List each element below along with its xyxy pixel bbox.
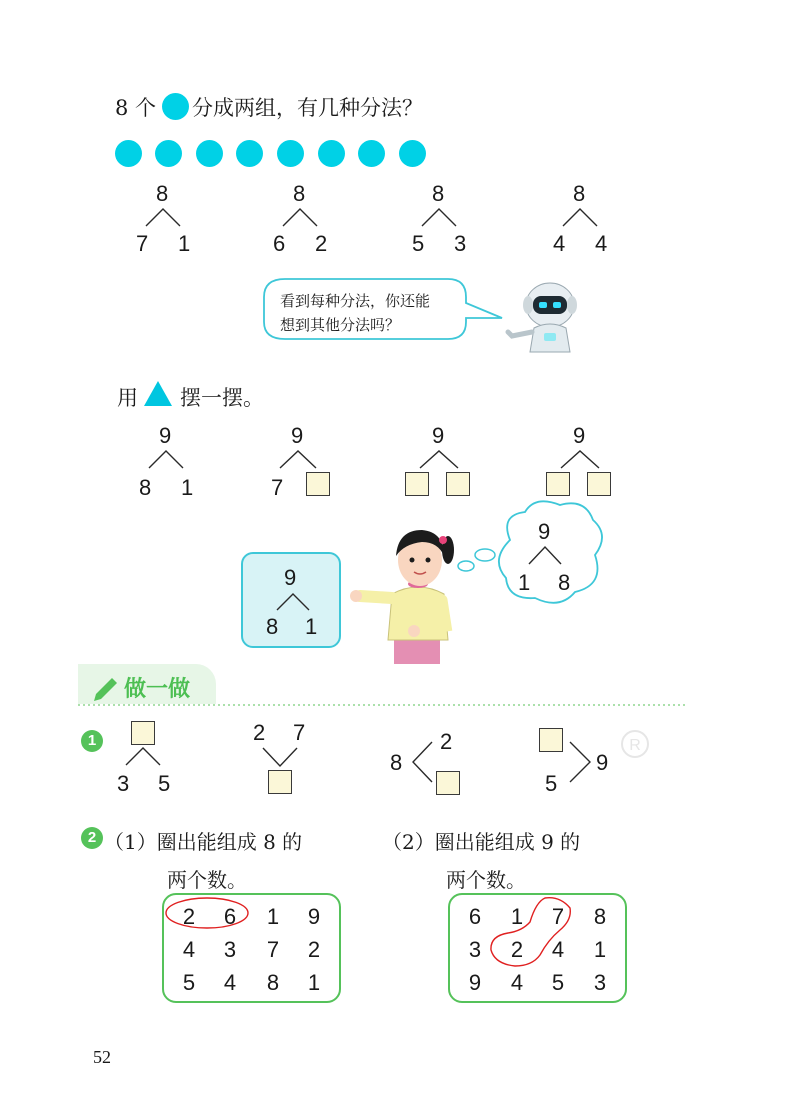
grid-cell[interactable]: 1 bbox=[266, 904, 280, 929]
grid-cell[interactable]: 1 bbox=[510, 904, 524, 929]
bond-right: 1 bbox=[178, 231, 191, 256]
grid-cell[interactable]: 1 bbox=[593, 937, 607, 962]
answer-circle-mark bbox=[0, 0, 1, 1]
thought-left: 1 bbox=[518, 570, 531, 595]
pencil-icon bbox=[78, 664, 79, 665]
grid-cell[interactable]: 4 bbox=[510, 970, 524, 995]
answer-box[interactable] bbox=[587, 472, 611, 496]
bond-right: 2 bbox=[315, 231, 328, 256]
grid-cell[interactable]: 1 bbox=[307, 970, 321, 995]
thought-right: 8 bbox=[558, 570, 571, 595]
bond-left: 2 bbox=[253, 720, 266, 745]
bond-right: 5 bbox=[158, 771, 171, 796]
answer-box[interactable] bbox=[268, 770, 292, 794]
card-left: 8 bbox=[266, 614, 279, 639]
grid-cell[interactable]: 9 bbox=[307, 904, 321, 929]
bond-whole: 9 bbox=[596, 750, 609, 775]
number-grid-2 bbox=[448, 893, 627, 1003]
bond-top: 9 bbox=[573, 423, 586, 448]
number-card bbox=[241, 552, 341, 648]
bond-top: 8 bbox=[156, 181, 169, 206]
card-top: 9 bbox=[284, 565, 297, 590]
grid-cell[interactable]: 6 bbox=[468, 904, 482, 929]
bond-top: 8 bbox=[293, 181, 306, 206]
grid-cell[interactable]: 5 bbox=[182, 970, 196, 995]
dot bbox=[318, 140, 345, 167]
answer-box[interactable] bbox=[546, 472, 570, 496]
answer-box[interactable] bbox=[405, 472, 429, 496]
bond-left: 5 bbox=[412, 231, 425, 256]
dot bbox=[155, 140, 182, 167]
bond-right: 3 bbox=[454, 231, 467, 256]
bond-top: 8 bbox=[432, 181, 445, 206]
bond-top: 9 bbox=[291, 423, 304, 448]
bond-left: 7 bbox=[136, 231, 149, 256]
bond-left: 8 bbox=[139, 475, 152, 500]
grid-cell[interactable]: 7 bbox=[551, 904, 565, 929]
instruction-prefix: 用 bbox=[117, 386, 138, 410]
answer-box[interactable] bbox=[306, 472, 330, 496]
answer-box[interactable] bbox=[539, 728, 563, 752]
dot bbox=[115, 140, 142, 167]
question-text: 分成两组，有几种分法？ bbox=[192, 96, 423, 120]
grid-cell[interactable]: 2 bbox=[182, 904, 196, 929]
grid-cell[interactable]: 6 bbox=[223, 904, 237, 929]
bond-right: 7 bbox=[293, 720, 306, 745]
speech-bubble-text bbox=[280, 289, 430, 337]
question-2-marker: 2 bbox=[81, 827, 103, 849]
practice-header bbox=[78, 664, 216, 704]
bond-left: 3 bbox=[117, 771, 130, 796]
dot bbox=[196, 140, 223, 167]
bubble-line-1: 看到每种分法，你还能 bbox=[280, 292, 431, 310]
grid-cell[interactable]: 8 bbox=[266, 970, 280, 995]
bond-top: 8 bbox=[573, 181, 586, 206]
bond-part: 2 bbox=[440, 729, 453, 754]
thought-top: 9 bbox=[538, 519, 551, 544]
q2-part2-line1: （2）圈出能组成 9 的 bbox=[382, 830, 581, 854]
grid-cell[interactable]: 3 bbox=[593, 970, 607, 995]
bond-left: 6 bbox=[273, 231, 286, 256]
q2-part1-line2: 两个数。 bbox=[167, 868, 247, 892]
question-1-marker: 1 bbox=[81, 730, 103, 752]
answer-box[interactable] bbox=[446, 472, 470, 496]
dot bbox=[358, 140, 385, 167]
grid-cell[interactable]: 3 bbox=[468, 937, 482, 962]
bond-left: 4 bbox=[553, 231, 566, 256]
grid-cell[interactable]: 4 bbox=[551, 937, 565, 962]
grid-cell[interactable]: 9 bbox=[468, 970, 482, 995]
bubble-line-2: 想到其他分法吗？ bbox=[280, 316, 401, 334]
question-prefix: 8 个 bbox=[115, 96, 157, 120]
answer-box[interactable] bbox=[436, 771, 460, 795]
instruction-text: 摆一摆。 bbox=[180, 386, 264, 410]
dot bbox=[236, 140, 263, 167]
dot bbox=[277, 140, 304, 167]
practice-title: 做一做 bbox=[124, 677, 191, 702]
svg-text:R: R bbox=[629, 737, 641, 754]
bond-right: 4 bbox=[595, 231, 608, 256]
number-grid-1 bbox=[162, 893, 341, 1003]
bond-top: 9 bbox=[432, 423, 445, 448]
grid-cell[interactable]: 2 bbox=[510, 937, 524, 962]
bond-part: 5 bbox=[545, 771, 558, 796]
grid-cell[interactable]: 2 bbox=[307, 937, 321, 962]
bond-right: 1 bbox=[181, 475, 194, 500]
grid-cell[interactable]: 4 bbox=[182, 937, 196, 962]
dot bbox=[399, 140, 426, 167]
bond-left: 7 bbox=[271, 475, 284, 500]
bond-whole: 8 bbox=[390, 750, 403, 775]
dot-icon bbox=[162, 93, 189, 120]
grid-cell[interactable]: 8 bbox=[593, 904, 607, 929]
q2-part2-line2: 两个数。 bbox=[446, 868, 526, 892]
grid-cell[interactable]: 4 bbox=[223, 970, 237, 995]
page-number: 52 bbox=[93, 1047, 111, 1067]
answer-box[interactable] bbox=[131, 721, 155, 745]
q2-part1-line1: （1）圈出能组成 8 的 bbox=[104, 830, 303, 854]
bond-top: 9 bbox=[159, 423, 172, 448]
grid-cell[interactable]: 5 bbox=[551, 970, 565, 995]
grid-cell[interactable]: 3 bbox=[223, 937, 237, 962]
grid-cell[interactable]: 7 bbox=[266, 937, 280, 962]
card-right: 1 bbox=[305, 614, 318, 639]
